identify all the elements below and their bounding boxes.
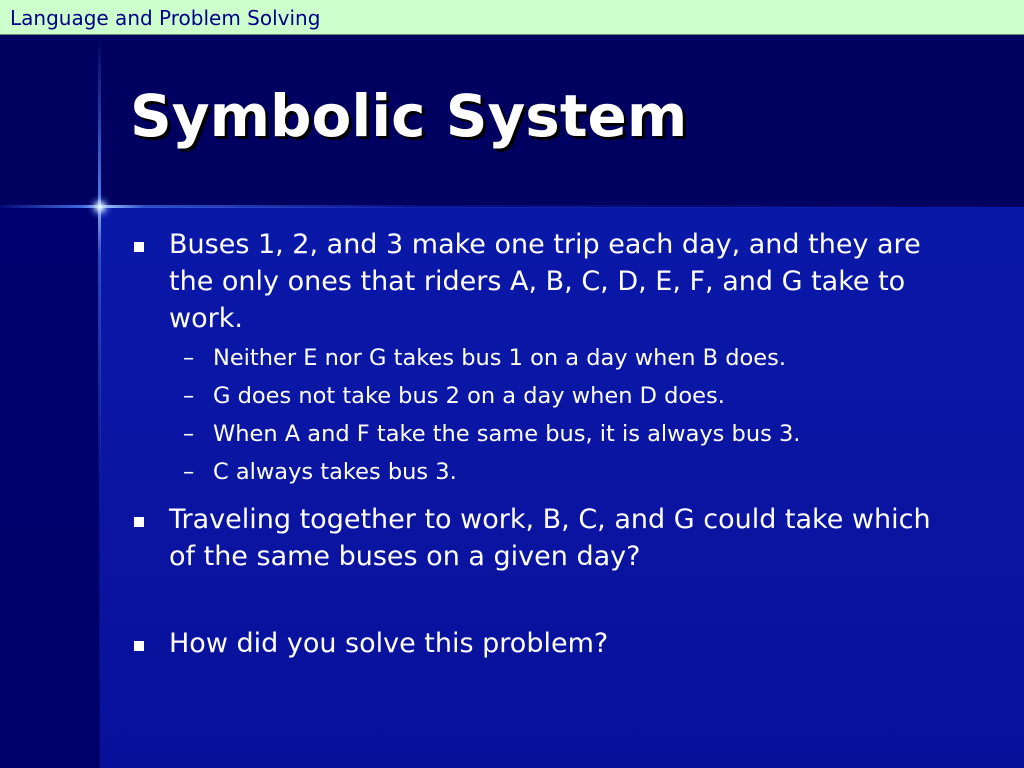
sub-bullet-item [169, 377, 960, 415]
bullet-text: Traveling together to work, B, C, and G could take which of the same buses on a given day? [169, 504, 931, 572]
sub-bullet-text: G does not take bus 2 on a day when D does. [213, 383, 725, 409]
sub-bullet-text: Neither E nor G takes bus 1 on a day when B does. [213, 345, 787, 371]
sub-bullet-text: When A and F take the same bus, it is always bus 3. [213, 421, 801, 447]
dash-icon: – [183, 383, 195, 409]
sub-bullet-text: C always takes bus 3. [213, 459, 457, 485]
dash-icon: – [183, 421, 195, 447]
bullet-item-question [130, 501, 960, 575]
horizontal-accent-line [0, 205, 1024, 208]
dash-icon: – [183, 459, 195, 485]
sub-bullet-item [169, 339, 960, 377]
sparkle-icon [87, 194, 113, 220]
sub-bullet-item [169, 415, 960, 453]
bullet-list [130, 226, 960, 662]
bullet-text: How did you solve this problem? [169, 628, 609, 659]
header-bar [0, 0, 1024, 35]
sub-bullet-list [169, 339, 960, 491]
square-bullet-icon [134, 641, 144, 651]
bullet-text: Buses 1, 2, and 3 make one trip each day, and they are the only ones that riders A, B, C, D, E, F, and G take to work. [169, 229, 921, 334]
left-margin-band [0, 207, 100, 768]
square-bullet-icon [134, 517, 144, 527]
bullet-item-reflection [130, 625, 960, 662]
header-title: Language and Problem Solving [10, 6, 321, 30]
slide-title: Symbolic System [130, 82, 688, 150]
square-bullet-icon [134, 242, 144, 252]
vertical-accent-line [98, 35, 101, 768]
dash-icon: – [183, 345, 195, 371]
bullet-item-buses [130, 226, 960, 491]
sub-bullet-item [169, 453, 960, 491]
